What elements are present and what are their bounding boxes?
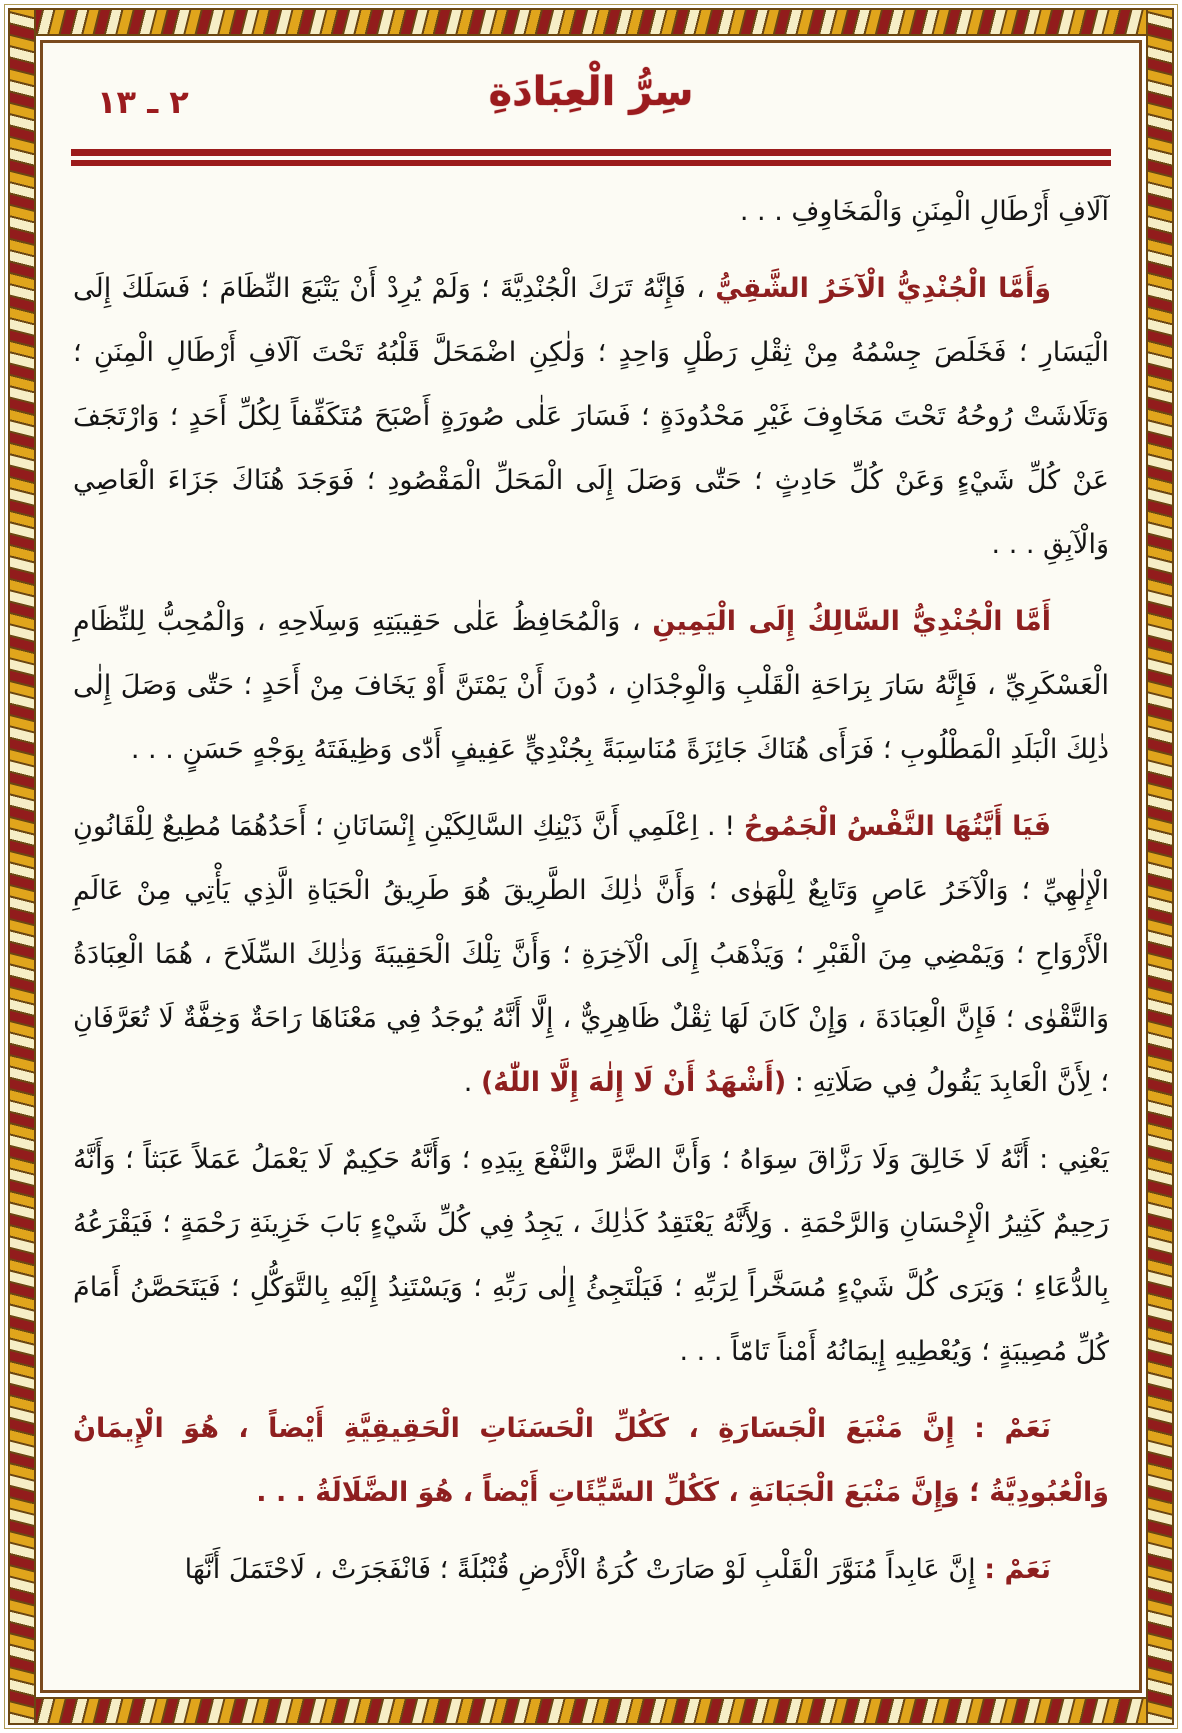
text-run: ، وَالْمُحَافِظُ عَلٰى حَقِيبَتِهِ وَسِلَاحِهِ ، وَالْمُحِبُّ لِلنِّظَامِ الْعَسْكَرِيِّ ، فَإِنَّهُ سَارَ بِرَاحَةِ الْقَلْبِ وَالْوِجْدَانِ ، دُونَ أَنْ يَمْتَنَّ أَوْ يَخَافَ مِنْ أَحَدٍ ؛ حَتّٰى وَصَلَ إِلٰى ذٰلِكَ الْبَلَدِ الْمَطْلُوبِ ؛ فَرَأَى هُنَاكَ جَائِزَةً مُنَاسِبَةً بِجُنْدِيٍّ عَفِيفٍ أَدّٰى وَظِيفَتَهُ بِوَجْهٍ حَسَنٍ . . .: [73, 606, 1109, 765]
text-run: ، فَإِنَّهُ تَرَكَ الْجُنْدِيَّةَ ؛ وَلَمْ يُرِدْ أَنْ يَتْبَعَ النِّظَامَ ؛ فَسَلَكَ إِلَى الْيَسَارِ ؛ فَخَلَصَ جِسْمُهُ مِنْ ثِقْلِ رَطْلٍ وَاحِدٍ ؛ وَلٰكِنِ اضْمَحَلَّ قَلْبُهُ تَحْتَ آلَافِ أَرْطَالِ الْمِنَنِ ؛ وَتَلَاشَتْ رُوحُهُ تَحْتَ مَخَاوِفَ غَيْرِ مَحْدُودَةٍ ؛ فَسَارَ عَلٰى صُورَةٍ أَصْبَحَ مُتَكَفِّفاً لِكُلِّ أَحَدٍ ؛ وَارْتَجَفَ عَنْ كُلِّ شَيْءٍ وَعَنْ كُلِّ حَادِثٍ ؛ حَتّٰى وَصَلَ إِلَى الْمَحَلِّ الْمَقْصُودِ ؛ فَوَجَدَ هُنَاكَ جَزَاءَ الْعَاصِي وَالْآبِقِ . . .: [73, 273, 1109, 560]
text-run: ! . اِعْلَمِي أَنَّ ذَيْنِكِ السَّالِكَيْنِ إِنْسَانَانِ ؛ أَحَدُهُمَا مُطِيعٌ لِلْقَانُونِ الْإِلٰهِيِّ ؛ وَالْآخَرُ عَاصٍ وَتَابِعٌ لِلْهَوٰى ؛ وَأَنَّ ذٰلِكَ الطَّرِيقَ هُوَ طَرِيقُ الْحَيَاةِ الَّذِي يَأْتِي مِنْ عَالَمِ الْأَرْوَاحِ ؛ وَيَمْضِي مِنَ الْقَبْرِ ؛ وَيَذْهَبُ إِلَى الْآخِرَةِ ؛ وَأَنَّ تِلْكَ الْحَقِيبَةَ وَذٰلِكَ السِّلَاحَ ، هُمَا الْعِبَادَةُ وَالتَّقْوٰى ؛ فَإِنَّ الْعِبَادَةَ ، وَإِنْ كَانَ لَهَا ثِقْلٌ ظَاهِرِيٌّ ، إِلَّا أَنَّهُ يُوجَدُ فِي مَعْنَاهَا رَاحَةٌ وَخِفَّةٌ لَا تُعَرَّفَانِ ؛ لِأَنَّ الْعَابِدَ يَقُولُ فِي صَلَاتِهِ :: [73, 811, 1109, 1098]
text-run: إِنَّ عَابِداً مُنَوَّرَ الْقَلْبِ لَوْ صَارَتْ كُرَةُ الْأَرْضِ قُنْبُلَةً ؛ فَانْفَجَرَتْ ، لَاحْتَمَلَ أَنَّهَا: [184, 1554, 985, 1585]
highlight-text-run: فَيَا أَيَّتُهَا النَّفْسُ الْجَمُوحُ: [743, 811, 1051, 842]
paragraph: [73, 180, 1109, 244]
highlight-text-run: نَعَمْ : إِنَّ مَنْبَعَ الْجَسَارَةِ ، كَكُلِّ الْحَسَنَاتِ الْحَقِيقِيَّةِ أَيْضاً ، هُوَ الْإِيمَانُ وَالْعُبُودِيَّةُ ؛ وَإِنَّ مَنْبَعَ الْجَبَانَةِ ، كَكُلِّ السَّيِّئَاتِ أَيْضاً ، هُوَ الضَّلَالَةُ . . .: [73, 1413, 1109, 1508]
ornament-border-right: [1146, 8, 1174, 1725]
text-run: .: [463, 1067, 481, 1098]
ornament-border-bottom: [8, 1697, 1174, 1725]
paragraph: [73, 590, 1109, 782]
ornament-border-left: [8, 8, 36, 1725]
paragraph: [73, 1538, 1109, 1602]
double-rule-divider: [71, 149, 1111, 166]
highlight-text-run: وَأَمَّا الْجُنْدِيُّ الْآخَرُ الشَّقِيُّ: [715, 273, 1051, 304]
highlight-text-run: نَعَمْ :: [984, 1554, 1051, 1585]
paragraph: [73, 1397, 1109, 1525]
page-header: [69, 65, 1113, 143]
page-title: سِرُّ الْعِبَادَةِ: [488, 69, 694, 115]
page-content: [43, 43, 1139, 1690]
highlight-text-run: أَمَّا الْجُنْدِيُّ السَّالِكُ إِلَى الْيَمِينِ: [652, 606, 1051, 637]
page-number: ٢ ـ ١٣: [97, 83, 189, 121]
text-run: يَعْنِي : أَنَّهُ لَا خَالِقَ وَلَا رَزَّاقَ سِوَاهُ ؛ وَأَنَّ الضَّرَّ والنَّفْعَ بِيَدِهِ ؛ وَأَنَّهُ حَكِيمٌ لَا يَعْمَلُ عَمَلاً عَبَثاً ؛ وَأَنَّهُ رَحِيمٌ كَثِيرُ الْإِحْسَانِ وَالرَّحْمَةِ . وَلِأَنَّهُ يَعْتَقِدُ كَذٰلِكَ ، يَجِدُ فِي كُلِّ شَيْءٍ بَابَ خَزِينَةِ رَحْمَةٍ ؛ فَيَقْرَعُهُ بِالدُّعَاءِ ؛ وَيَرَى كُلَّ شَيْءٍ مُسَخَّراً لِرَبِّهِ ؛ فَيَلْتَجِئُ إِلٰى رَبِّهِ ؛ وَيَسْتَنِدُ إِلَيْهِ بِالتَّوَكُّلِ ؛ فَيَتَحَصَّنُ أَمَامَ كُلِّ مُصِيبَةٍ ؛ وَيُعْطِيهِ إِيمَانُهُ أَمْناً تَامّاً . . .: [73, 1144, 1109, 1367]
paragraph: [73, 795, 1109, 1115]
paragraph: [73, 1128, 1109, 1384]
text-run: آلَافِ أَرْطَالِ الْمِنَنِ وَالْمَخَاوِفِ . . .: [739, 196, 1109, 227]
ornament-border-top: [8, 8, 1174, 36]
paragraph: [73, 257, 1109, 577]
highlight-text-run: (أَشْهَدُ أَنْ لَا إِلٰهَ إِلَّا اللّٰهُ): [480, 1067, 787, 1098]
body-text: [69, 180, 1113, 1602]
